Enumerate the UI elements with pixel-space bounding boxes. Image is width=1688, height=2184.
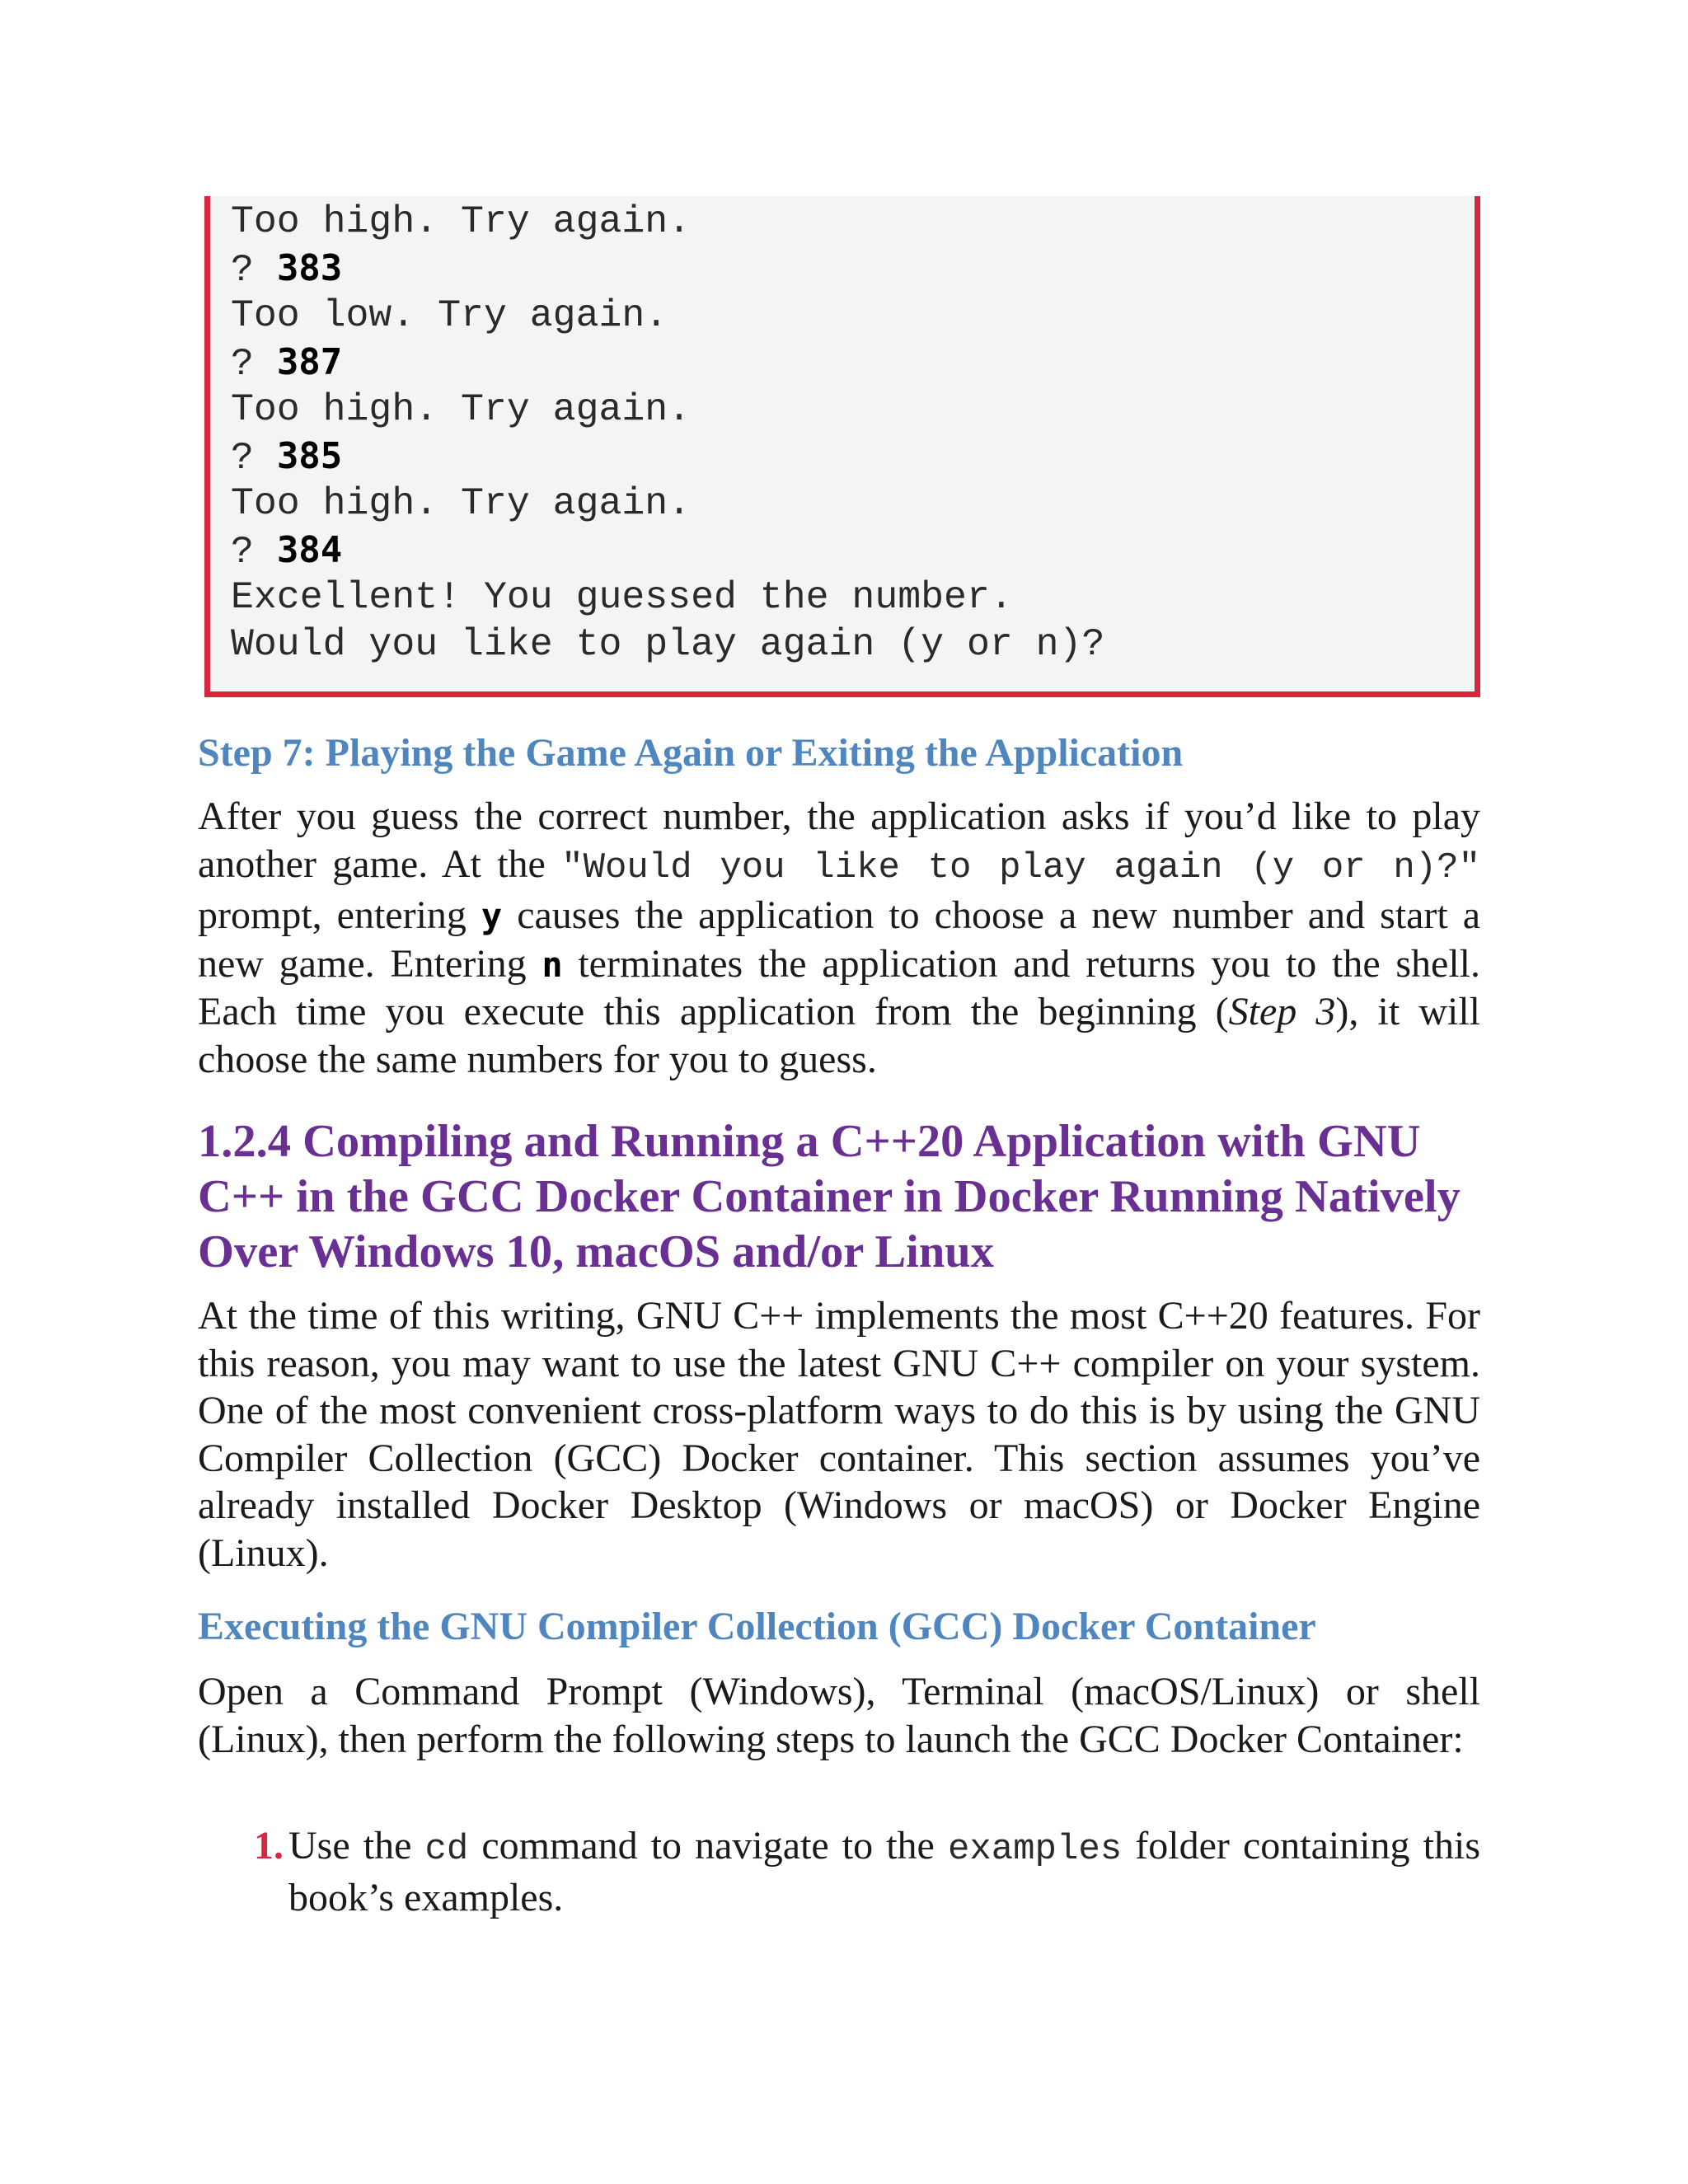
section-paragraph: At the time of this writing, GNU C++ implements the most C++20 features. For this reason, you may want to use the latest GNU C++ compiler on your system. One of the most convenient cross-platform ways to do this is by using the GNU Compiler Collection (GCC) Docker container. This section assumes you’ve already installed Docker Desktop (Windows or macOS) or Docker Engine (Linux). <box>198 1294 1480 1575</box>
console-line: Too high. Try again. <box>231 387 692 431</box>
key-y: y <box>481 896 503 936</box>
user-input: 385 <box>276 435 343 477</box>
console-line: ? 383 <box>231 247 343 292</box>
list-item-step1: 1. Use the cd command to navigate to the examples folder containing this book’s examples. <box>254 1824 1480 1919</box>
console-line: Excellent! You guessed the number. <box>231 575 1013 619</box>
key-n: n <box>542 944 563 985</box>
user-input: 383 <box>276 247 343 289</box>
prompt-code: Would you like to play again (y or n)? <box>583 846 1459 888</box>
step7-heading: Step 7: Playing the Game Again or Exiting the Application <box>198 731 1184 775</box>
console-line: Too low. Try again. <box>231 293 668 337</box>
step7-paragraph: After you guess the correct number, the application asks if you’d like to play another game. At the "Would you like to play again (y or n)?" prompt, entering y causes the application to choose a new number and start a new game. Entering n terminates the application and returns you to the shell. Each time you execute this application from the beginning (Step 3), it will choose the same numbers for you to guess. <box>198 794 1481 1081</box>
console-line: Would you like to play again (y or n)? <box>231 622 1105 666</box>
cd-command: cd <box>424 1829 469 1870</box>
section-heading: 1.2.4 Compiling and Running a C++20 Application with GNU C++ in the GCC Docker Container in Docker Running Natively Over Windows 10, macOS and/or Linux <box>198 1116 1461 1277</box>
console-line: Too high. Try again. <box>231 481 692 525</box>
quote-mark: " <box>1458 846 1480 888</box>
examples-folder: examples <box>947 1829 1123 1870</box>
list-number: 1. <box>254 1824 284 1868</box>
user-input: 384 <box>276 529 343 571</box>
step-reference: Step 3 <box>1228 990 1336 1033</box>
console-output-box <box>204 196 1480 697</box>
console-line: ? 385 <box>231 435 343 480</box>
user-input: 387 <box>276 341 343 383</box>
quote-mark: " <box>561 846 584 888</box>
gcc-paragraph: Open a Command Prompt (Windows), Terminal (macOS/Linux) or shell (Linux), then perform the following steps to launch the GCC Docker Container: <box>198 1670 1480 1761</box>
gcc-heading: Executing the GNU Compiler Collection (GCC) Docker Container <box>198 1605 1316 1648</box>
console-line: ? 387 <box>231 341 343 386</box>
console-line: Too high. Try again. <box>231 199 692 243</box>
console-line: ? 384 <box>231 529 343 574</box>
